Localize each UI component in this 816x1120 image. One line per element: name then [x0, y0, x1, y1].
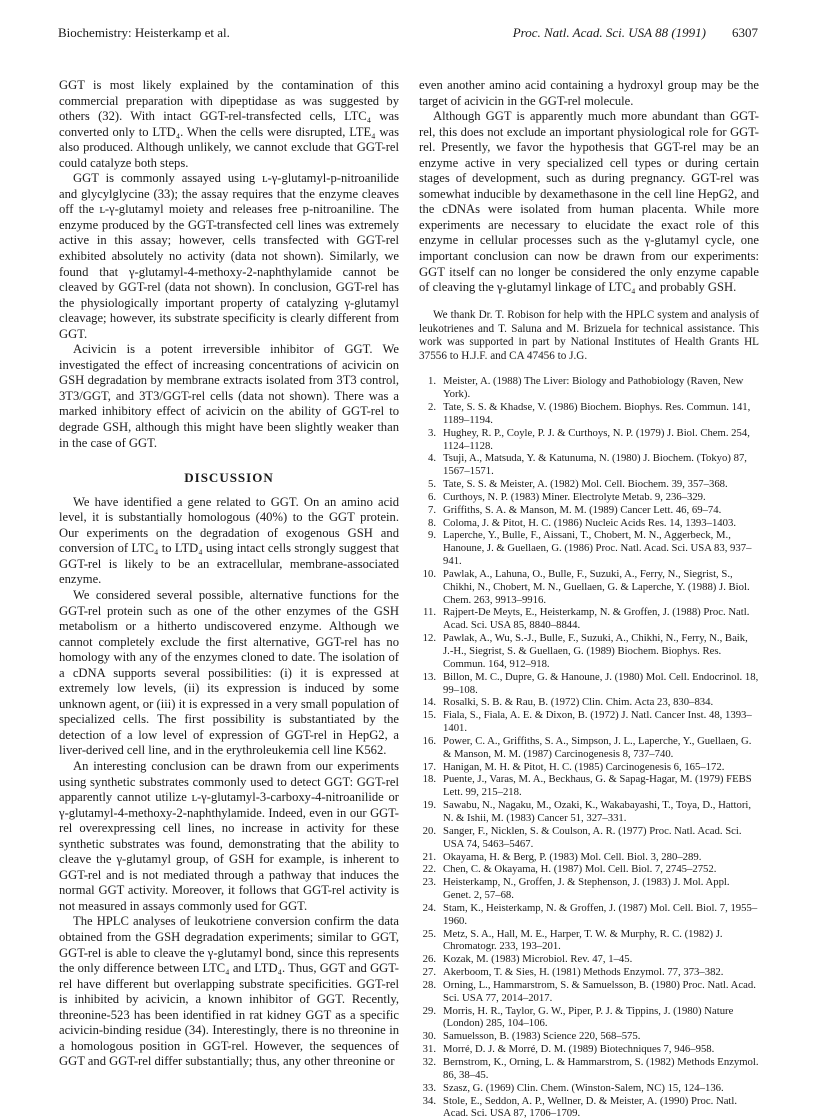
- reference-text: Tate, S. S. & Khadse, V. (1986) Biochem. Biophys. Res. Commun. 141, 1189–1194.: [443, 400, 751, 426]
- reference-number: 30.: [422, 1030, 436, 1043]
- reference-item: [419, 696, 759, 709]
- reference-text: Hughey, R. P., Coyle, P. J. & Curthoys, N. P. (1979) J. Biol. Chem. 254, 1124–1128.: [443, 426, 750, 452]
- reference-item: [419, 773, 759, 799]
- reference-number: 16.: [422, 734, 436, 747]
- reference-item: [419, 979, 759, 1005]
- reference-text: Sawabu, N., Nagaku, M., Ozaki, K., Wakabayashi, T., Toya, D., Hattori, N. & Ishii, M. (1983) Cancer 51, 327–331.: [443, 799, 752, 824]
- reference-number: 28.: [422, 978, 436, 991]
- page-number: 6307: [732, 25, 758, 40]
- reference-number: 10.: [422, 567, 436, 580]
- reference-number: 15.: [422, 709, 436, 722]
- reference-text: Meister, A. (1988) The Liver: Biology and Pathobiology (Raven, New York).: [443, 375, 744, 401]
- reference-item: [419, 671, 759, 697]
- references-list: [419, 375, 759, 1120]
- reference-text: Stam, K., Heisterkamp, N. & Groffen, J. (1987) Mol. Cell. Biol. 7, 1955–1960.: [443, 901, 758, 927]
- reference-number: 27.: [422, 966, 436, 979]
- reference-item: [419, 709, 759, 735]
- reference-number: 14.: [422, 696, 436, 709]
- reference-item: [419, 928, 759, 954]
- reference-number: 6.: [427, 490, 436, 503]
- reference-number: 13.: [422, 670, 436, 683]
- reference-item: [419, 491, 759, 504]
- reference-text: Akerboom, T. & Sies, H. (1981) Methods Enzymol. 77, 373–382.: [443, 966, 724, 979]
- reference-number: 3.: [427, 426, 436, 439]
- reference-item: [419, 375, 759, 401]
- reference-text: Stole, E., Seddon, A. P., Wellner, D. & Meister, A. (1990) Proc. Natl. Acad. Sci. USA 87, 1706–1709.: [443, 1094, 738, 1120]
- reference-text: Puente, J., Varas, M. A., Beckhaus, G. & Sapag-Hagar, M. (1979) FEBS Lett. 99, 215–218.: [443, 773, 752, 799]
- reference-number: 32.: [422, 1056, 436, 1068]
- reference-number: 5.: [427, 478, 436, 491]
- right-column: [419, 78, 759, 1120]
- reference-item: [419, 529, 759, 568]
- reference-text: Metz, S. A., Hall, M. E., Harper, T. W. & Murphy, R. C. (1982) J. Chromatogr. 233, 193–201.: [443, 927, 723, 953]
- reference-item: [419, 632, 759, 671]
- reference-item: [419, 427, 759, 453]
- reference-item: [419, 876, 759, 902]
- reference-number: 8.: [427, 516, 436, 529]
- header-article-title: Biochemistry: Heisterkamp et al.: [58, 25, 230, 40]
- reference-text: Pawlak, A., Wu, S.-J., Bulle, F., Suzuki, A., Chikhi, N., Ferry, N., Baik, J.-H., Siegrist, S. & Guellaen, G. (1989) Biochem. Biophys. Res. Commun. 164, 912–918.: [443, 632, 748, 670]
- running-header: [58, 24, 758, 42]
- reference-item: [419, 799, 759, 825]
- reference-text: Tsuji, A., Matsuda, Y. & Katunuma, N. (1980) J. Biochem. (Tokyo) 87, 1567–1571.: [443, 452, 747, 478]
- reference-text: Bernstrom, K., Orning, L. & Hammarstrom, S. (1982) Methods Enzymol. 86, 38–45.: [443, 1056, 759, 1081]
- left-column: [59, 78, 399, 1070]
- reference-number: 34.: [422, 1094, 436, 1107]
- reference-number: 33.: [422, 1081, 436, 1094]
- reference-text: Curthoys, N. P. (1983) Miner. Electrolyte Metab. 9, 236–329.: [443, 490, 706, 503]
- body-paragraph: Acivicin is a potent irreversible inhibitor of GGT. We investigated the effect of increasing concentrations of acivicin on GSH degradation by membrane extracts isolated from 3T3 control, 3T3/GGT, and 3T3/GGT-rel cells (data not shown). There was a marked inhibitory effect of acivicin on the ability of GGT-rel to degrade GSH, although this might have been slightly weaker than in the case of GGT.: [59, 342, 399, 450]
- reference-item: [419, 1095, 759, 1120]
- reference-number: 29.: [422, 1004, 436, 1017]
- reference-text: Tate, S. S. & Meister, A. (1982) Mol. Cell. Biochem. 39, 357–368.: [443, 478, 728, 491]
- reference-item: [419, 1082, 759, 1095]
- reference-text: Heisterkamp, N., Groffen, J. & Stephenson, J. (1983) J. Mol. Appl. Genet. 2, 57–68.: [443, 876, 730, 902]
- reference-number: 20.: [422, 824, 436, 837]
- reference-text: Rosalki, S. B. & Rau, B. (1972) Clin. Chim. Acta 23, 830–834.: [443, 696, 714, 709]
- reference-text: Morris, H. R., Taylor, G. W., Piper, P. J. & Tippins, J. (1980) Nature (London) 285, 104–106.: [443, 1004, 734, 1030]
- reference-item: [419, 401, 759, 427]
- reference-item: [419, 1043, 759, 1056]
- header-right: [513, 24, 758, 42]
- reference-number: 19.: [422, 799, 436, 812]
- reference-item: [419, 1005, 759, 1031]
- reference-number: 4.: [427, 452, 436, 465]
- body-paragraph: even another amino acid containing a hydroxyl group may be the target of acivicin in the GGT-rel molecule.: [419, 78, 759, 108]
- reference-number: 22.: [422, 863, 436, 876]
- reference-text: Pawlak, A., Lahuna, O., Bulle, F., Suzuki, A., Ferry, N., Siegrist, S., Chikhi, N., Chobert, M. N., Guellaen, G. & Laperche, Y. (1988) J. Biol. Chem. 263, 9913–9916.: [443, 567, 750, 606]
- reference-text: Okayama, H. & Berg, P. (1983) Mol. Cell. Biol. 3, 280–289.: [443, 850, 702, 863]
- reference-item: [419, 1030, 759, 1043]
- reference-text: Power, C. A., Griffiths, S. A., Simpson, J. L., Laperche, Y., Guellaen, G. & Manson, M. M. (1987) Carcinogenesis 8, 737–740.: [443, 734, 752, 760]
- reference-item: [419, 851, 759, 864]
- reference-item: [419, 966, 759, 979]
- reference-number: 23.: [422, 876, 436, 889]
- reference-item: [419, 517, 759, 530]
- reference-number: 1.: [427, 375, 436, 388]
- body-paragraph: GGT is commonly assayed using ʟ-γ-glutamyl-p-nitroanilide and glycylglycine (33); the assay requires that the enzyme cleaves off the ʟ-γ-glutamyl moiety and releases free p-nitroaniline. The enzyme produced by the GGT-transfected cell lines was extremely active in this assay; however, cells transfected with GGT-rel exhibited absolutely no activity (data not shown). Similarly, we found that γ-glutamyl-4-methoxy-2-naphthylamide cannot be cleaved by GGT-rel (data not shown). In conclusion, GGT-rel has the physiologically important property of catalyzing γ-glutamyl cleavage; however, its substrate specificity is clearly different from GGT.: [59, 171, 399, 341]
- reference-text: Coloma, J. & Pitot, H. C. (1986) Nucleic Acids Res. 14, 1393–1403.: [443, 516, 737, 529]
- header-journal: Proc. Natl. Acad. Sci. USA 88 (1991): [512, 25, 706, 40]
- reference-text: Fiala, S., Fiala, A. E. & Dixon, B. (1972) J. Natl. Cancer Inst. 48, 1393–1401.: [443, 709, 752, 735]
- reference-number: 17.: [422, 760, 436, 773]
- reference-item: [419, 863, 759, 876]
- reference-number: 12.: [422, 632, 436, 645]
- reference-number: 21.: [422, 850, 436, 863]
- reference-text: Szasz, G. (1969) Clin. Chem. (Winston-Salem, NC) 15, 124–136.: [443, 1081, 724, 1094]
- acknowledgment: We thank Dr. T. Robison for help with the HPLC system and analysis of leukotrienes and T. Saluna and M. Brizuela for technical assistance. This work was supported in part by National Institutes of Health Grants HL 37556 to H.J.F. and CA 47456 to J.G.: [419, 308, 759, 363]
- reference-item: [419, 1056, 759, 1082]
- body-paragraph: GGT is most likely explained by the contamination of this commercial preparation with dipeptidase as was suggested by others (32). With intact GGT-rel-transfected cells, LTC₄ was converted only to LTD₄. When the cells were disrupted, LTE₄ was also produced. Although unlikely, we cannot exclude that GGT-rel could catalyze both steps.: [59, 78, 399, 170]
- reference-item: [419, 953, 759, 966]
- reference-text: Rajpert-De Meyts, E., Heisterkamp, N. & Groffen, J. (1988) Proc. Natl. Acad. Sci. USA 85, 8840–8844.: [443, 606, 750, 632]
- reference-number: 2.: [427, 400, 436, 413]
- reference-number: 18.: [422, 773, 436, 786]
- body-paragraph: We considered several possible, alternative functions for the GGT-rel protein such as one of the other enzymes of the GSH metabolism or a hitherto undiscovered enzyme. Although we cannot completely exclude the first alternative, GGT-rel has no homology with any of the enzymes cloned to date. The isolation of a cDNA supports several possibilities: (i) it is expressed at extremely low levels, (ii) its expression is induced by some unknown agent, or (iii) it is expressed in a very small population of specialized cells. The first possibility is substantiated by the detection of a low level of expression of GGT-rel in HepG2, a liver-derived cell line, and in the erythroleukemia cell line K562.: [59, 587, 399, 758]
- reference-item: [419, 761, 759, 774]
- reference-item: [419, 606, 759, 632]
- reference-text: Samuelsson, B. (1983) Science 220, 568–575.: [443, 1030, 641, 1043]
- reference-number: 26.: [422, 953, 436, 966]
- reference-number: 31.: [422, 1043, 436, 1056]
- reference-text: Kozak, M. (1983) Microbiol. Rev. 47, 1–45.: [443, 953, 633, 966]
- reference-text: Chen, C. & Okayama, H. (1987) Mol. Cell. Biol. 7, 2745–2752.: [443, 863, 717, 876]
- reference-text: Morré, D. J. & Morré, D. M. (1989) Biotechniques 7, 946–958.: [443, 1043, 715, 1056]
- reference-number: 25.: [422, 927, 436, 940]
- reference-text: Sanger, F., Nicklen, S. & Coulson, A. R. (1977) Proc. Natl. Acad. Sci. USA 74, 5463–5467.: [443, 824, 742, 850]
- reference-number: 7.: [427, 503, 436, 516]
- reference-text: Billon, M. C., Dupre, G. & Hanoune, J. (1980) Mol. Cell. Endocrinol. 18, 99–108.: [443, 670, 759, 696]
- reference-text: Orning, L., Hammarstrom, S. & Samuelsson, B. (1980) Proc. Natl. Acad. Sci. USA 77, 2014–2017.: [443, 978, 756, 1004]
- reference-item: [419, 825, 759, 851]
- reference-text: Laperche, Y., Bulle, F., Aissani, T., Chobert, M. N., Aggerbeck, M., Hanoune, J. & Guellaen, G. (1986) Proc. Natl. Acad. Sci. USA 83, 937–941.: [443, 529, 752, 568]
- reference-item: [419, 568, 759, 607]
- body-paragraph: We have identified a gene related to GGT. On an amino acid level, it is substantially homologous (40%) to the GGT protein. Our experiments on the degradation of exogenous GSH and conversion of LTC₄ to LTD₄ using intact cells strongly suggest that GGT-rel is likely to be an extracellular, membrane-associated enzyme.: [59, 494, 399, 587]
- body-paragraph: Although GGT is apparently much more abundant than GGT-rel, this does not exclude an important physiological role for GGT-rel. Presently, we favor the hypothesis that GGT-rel may be an enzyme active in very specialized cell types or during certain stages of development, such as during pregnancy. GGT-rel was somewhat inducible by dexamethasone in the cell line HepG2, and the cDNAs were isolated from human placenta. While more experiments are necessary to elucidate the exact role of this enzyme in cellular processes such as the γ-glutamyl cycle, one important conclusion can now be drawn from our experiments: GGT itself can no longer be considered the only enzyme capable of cleaving the γ-glutamyl linkage of LTC₄ and probably GSH.: [419, 109, 759, 295]
- reference-text: Griffiths, S. A. & Manson, M. M. (1989) Cancer Lett. 46, 69–74.: [443, 503, 722, 516]
- reference-item: [419, 735, 759, 761]
- reference-number: 24.: [422, 901, 436, 914]
- body-paragraph: The HPLC analyses of leukotriene conversion confirm the data obtained from the GSH degradation experiments; similar to GGT, GGT-rel is able to cleave the γ-glutamyl bond, since this represents the only difference between LTC₄ and LTD₄. Thus, GGT and GGT-rel have different but overlapping substrate specificities. GGT-rel is inhibited by acivicin, a known inhibitor of GGT. Recently, threonine-523 has been identified in rat kidney GGT as a specific acivicin-binding residue (34). Interestingly, there is no threonine in a homologous position in GGT-rel. However, the sequences of GGT and GGT-rel differ substantially; thus, any other threonine or: [59, 914, 399, 1069]
- reference-item: [419, 504, 759, 517]
- reference-item: [419, 452, 759, 478]
- reference-item: [419, 478, 759, 491]
- reference-text: Hanigan, M. H. & Pitot, H. C. (1985) Carcinogenesis 6, 165–172.: [443, 760, 725, 773]
- section-title-discussion: DISCUSSION: [184, 470, 274, 486]
- reference-item: [419, 902, 759, 928]
- reference-number: 9.: [427, 529, 436, 542]
- reference-number: 11.: [423, 606, 436, 619]
- body-paragraph: An interesting conclusion can be drawn from our experiments using synthetic substrates commonly used to detect GGT: GGT-rel apparently cannot utilize ʟ-γ-glutamyl-3-carboxy-4-nitroanilide or γ-glutamyl-4-methoxy-2-naphthylamide. Indeed, even in our GGT-rel overexpressing cell lines, no increase in activity for these synthetic substrates was found, demonstrating that the ability to cleave the γ-glutamyl group, of GSH for example, is inherent to GGT-rel and is not mediated through a pathway that induces the normal GGT activity. Moreover, it follows that GGT-rel activity is not measured in assays commonly used for GGT.: [59, 758, 399, 913]
